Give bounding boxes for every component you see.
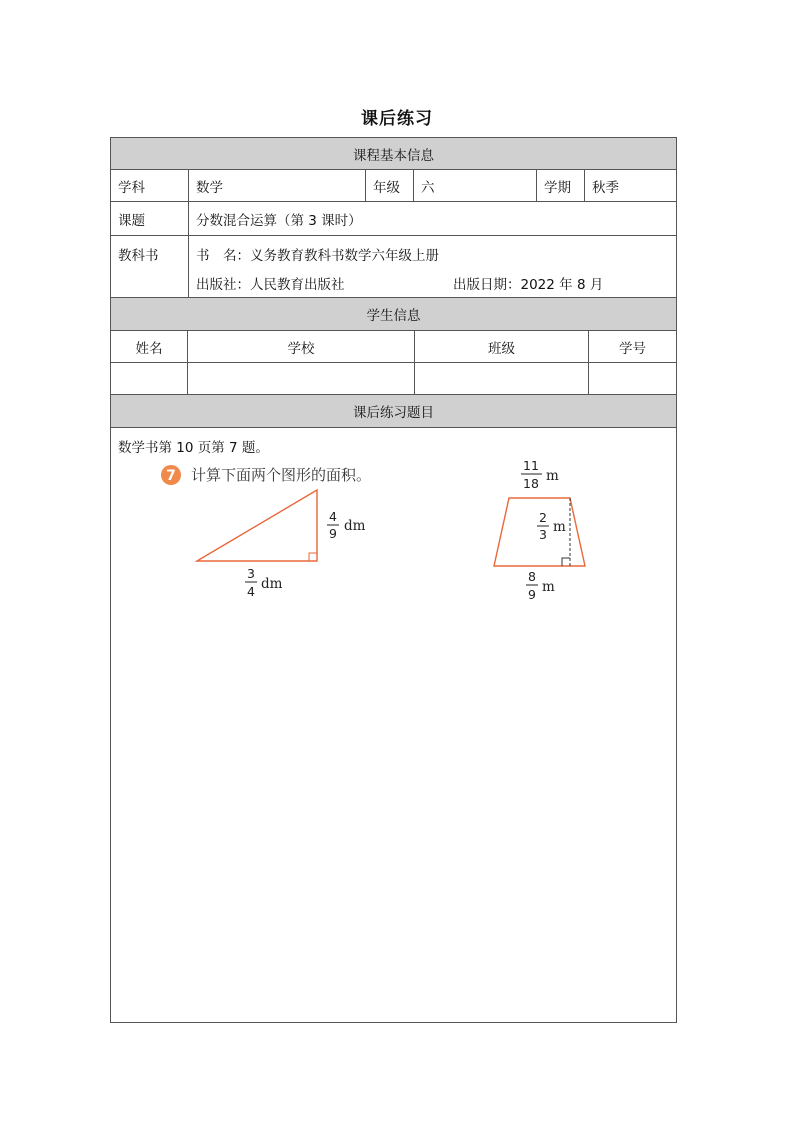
trapezoid-height-label xyxy=(537,510,566,542)
triangle-base-label xyxy=(245,566,283,599)
triangle-base-unit: dm xyxy=(261,576,283,592)
triangle-base-den: 4 xyxy=(247,584,255,599)
exercise-body xyxy=(111,428,676,1022)
textbook-label: 教科书 xyxy=(118,248,159,264)
exercise-header-text: 课后练习题目 xyxy=(353,405,434,421)
topic-value: 分数混合运算（第 3 课时） xyxy=(188,202,676,235)
col-school: 学校 xyxy=(187,331,414,362)
student-info-header xyxy=(111,298,676,331)
subject-row xyxy=(111,170,676,202)
subject-value: 数学 xyxy=(188,170,365,201)
col-class: 班级 xyxy=(414,331,588,362)
col-student-id: 学号 xyxy=(588,331,676,362)
triangle-right-angle-mark xyxy=(309,553,317,561)
publisher: 出版社：人民教育出版社 xyxy=(196,277,345,293)
subject-label: 学科 xyxy=(118,179,145,196)
topic-row xyxy=(111,202,676,236)
class-entry-cell[interactable] xyxy=(414,363,588,394)
textbook-row xyxy=(111,236,676,298)
textbook-info xyxy=(188,236,676,297)
trapezoid-figure xyxy=(494,458,585,602)
trapezoid-height-unit: m xyxy=(553,519,566,535)
course-info-header xyxy=(111,138,676,170)
trapezoid-bottom-label xyxy=(526,569,555,602)
book-name: 书 名：义务教育教科书数学六年级上册 xyxy=(196,248,439,264)
triangle-figure xyxy=(197,490,366,599)
school-entry-cell[interactable] xyxy=(187,363,414,394)
trapezoid-height-num: 2 xyxy=(539,510,547,525)
worksheet-table xyxy=(110,137,677,1023)
trapezoid-top-label xyxy=(521,458,559,491)
problem-figure xyxy=(151,456,611,618)
topic-label: 课题 xyxy=(118,212,145,229)
trapezoid-top-den: 18 xyxy=(523,476,539,491)
course-info-header-text: 课程基本信息 xyxy=(353,147,434,164)
term-value: 秋季 xyxy=(584,170,676,201)
triangle-height-label xyxy=(327,509,366,541)
student-entry-row xyxy=(111,363,676,395)
exercise-instruction: 数学书第 10 页第 7 题。 xyxy=(118,440,269,456)
grade-value: 六 xyxy=(413,170,536,201)
col-name: 姓名 xyxy=(135,340,163,357)
problem-text: 计算下面两个图形的面积。 xyxy=(191,466,372,484)
document-title: 课后练习 xyxy=(361,109,433,129)
problem-number: 7 xyxy=(166,468,176,484)
trapezoid-height-den: 3 xyxy=(539,527,547,542)
triangle-height-num: 4 xyxy=(329,509,337,524)
triangle-height-unit: dm xyxy=(344,518,366,534)
trapezoid-top-num: 11 xyxy=(523,458,539,473)
exercise-header xyxy=(111,395,676,428)
student-id-entry-cell[interactable] xyxy=(588,363,676,394)
trapezoid-right-angle-mark xyxy=(562,558,570,566)
triangle-base-num: 3 xyxy=(247,566,255,581)
term-label: 学期 xyxy=(536,170,584,201)
triangle-shape xyxy=(197,490,317,561)
publish-date: 出版日期：2022 年 8 月 xyxy=(453,277,604,293)
student-columns-row xyxy=(111,331,676,363)
student-info-header-text: 学生信息 xyxy=(366,308,421,324)
trapezoid-bottom-num: 8 xyxy=(528,569,536,584)
trapezoid-top-unit: m xyxy=(546,468,559,484)
triangle-height-den: 9 xyxy=(329,526,337,541)
trapezoid-bottom-den: 9 xyxy=(528,587,536,602)
grade-label: 年级 xyxy=(365,170,413,201)
trapezoid-bottom-unit: m xyxy=(542,579,555,595)
name-entry-cell[interactable] xyxy=(111,363,187,394)
